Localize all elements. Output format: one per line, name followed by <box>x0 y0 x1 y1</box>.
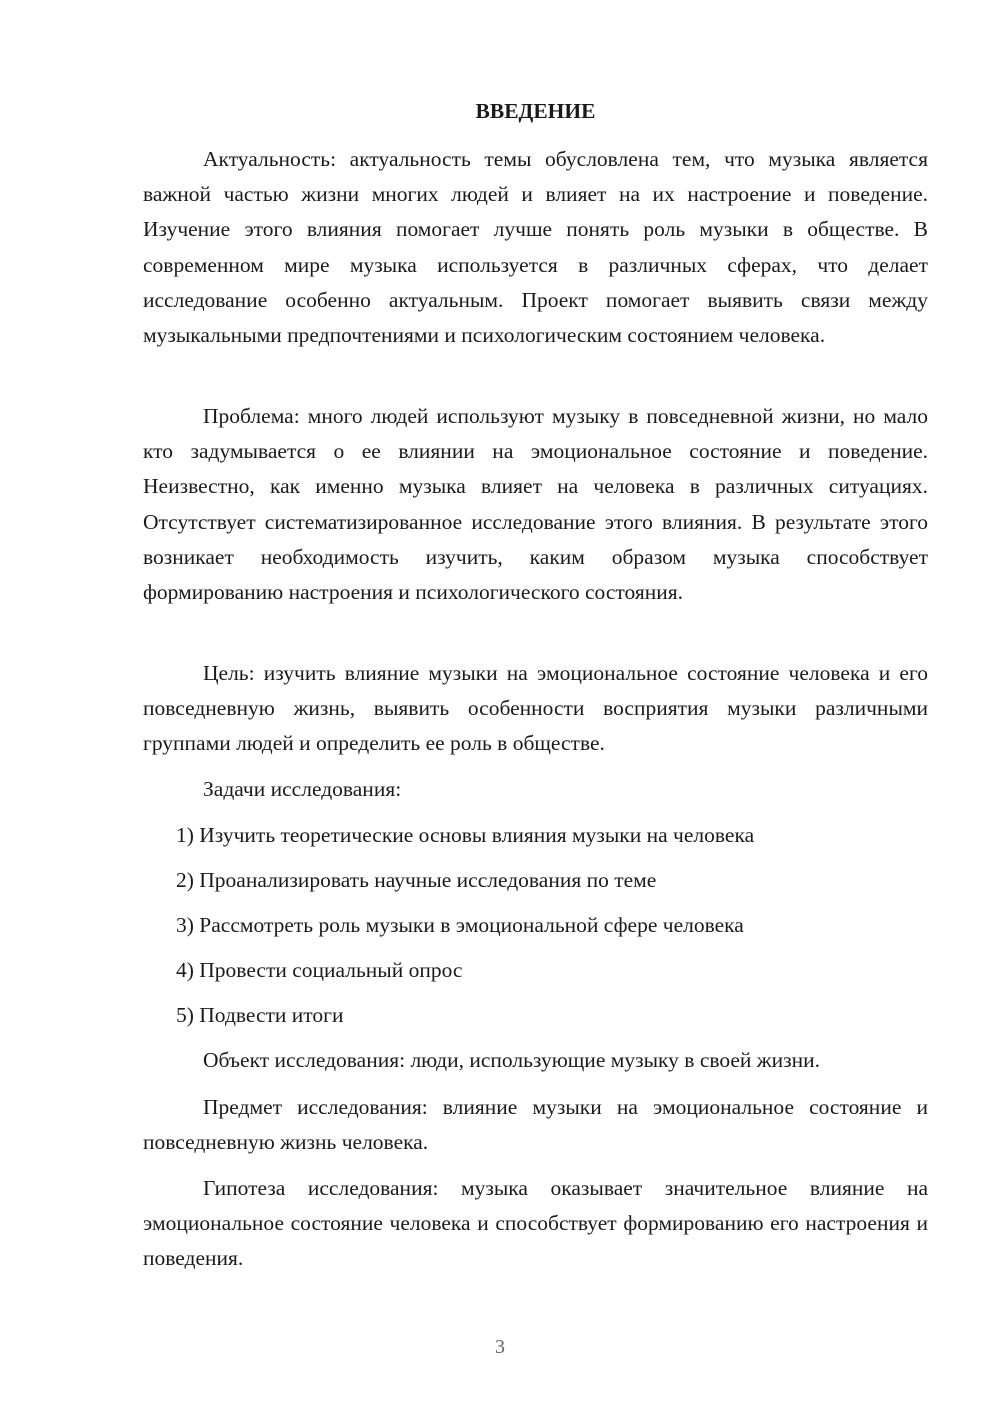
page-number: 3 <box>495 1336 505 1358</box>
tasks-heading: Задачи исследования: <box>203 777 402 801</box>
hypothesis-paragraph: Гипотеза исследования: музыка оказывает значительное влияние на эмоциональное состояние человека и способствует формированию его настроения и поведения. <box>143 1176 928 1271</box>
page-title: ВВЕДЕНИЕ <box>475 99 596 123</box>
task-item-1: 1) Изучить теоретические основы влияния музыки на человека <box>176 823 755 847</box>
task-item-4: 4) Провести социальный опрос <box>176 958 463 982</box>
relevance-paragraph: Актуальность: актуальность темы обусловлена тем, что музыка является важной частью жизни многих людей и влияет на их настроение и поведение. Изучение этого влияния помогает лучше понять роль музыки в обществе. В современном мире музыка используется в различных сферах, что делает исследование особенно актуальным. Проект помогает выявить связи между музыкальными предпочтениями и психологическим состоянием человека. <box>143 147 928 348</box>
task-item-3: 3) Рассмотреть роль музыки в эмоциональной сфере человека <box>176 913 744 937</box>
task-item-2: 2) Проанализировать научные исследования по теме <box>176 868 657 892</box>
goal-paragraph: Цель: изучить влияние музыки на эмоциональное состояние человека и его повседневную жизнь, выявить особенности восприятия музыки различными группами людей и определить ее роль в обществе. <box>143 661 928 756</box>
subject-paragraph: Предмет исследования: влияние музыки на эмоциональное состояние и повседневную жизнь человека. <box>143 1095 928 1155</box>
problem-paragraph: Проблема: много людей используют музыку в повседневной жизни, но мало кто задумывается о ее влиянии на эмоциональное состояние и поведение. Неизвестно, как именно музыка влияет на человека в различных ситуациях. Отсутствует систематизированное исследование этого влияния. В результате этого возникает необходимость изучить, каким образом музыка способствует формированию настроения и психологического состояния. <box>143 404 928 605</box>
task-item-5: 5) Подвести итоги <box>176 1003 344 1027</box>
object-paragraph: Объект исследования: люди, использующие музыку в своей жизни. <box>203 1048 821 1072</box>
